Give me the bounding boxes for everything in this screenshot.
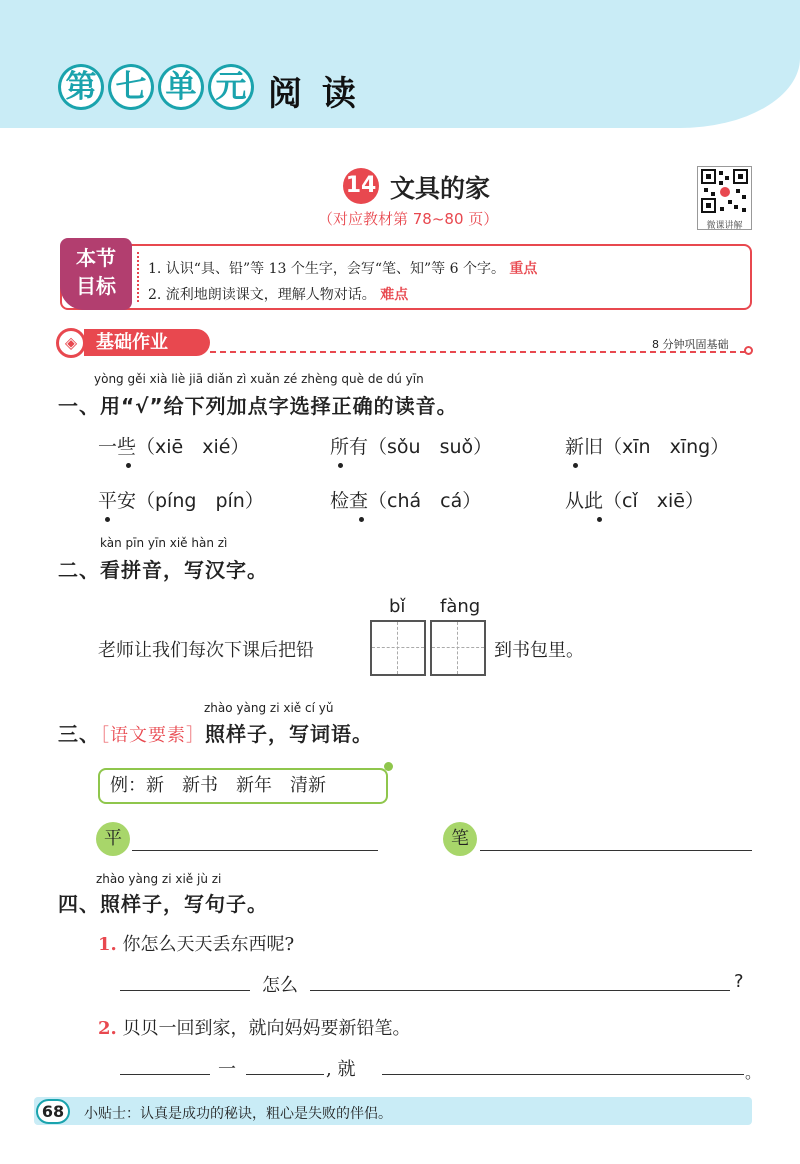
- question-title: 二、看拼音，写汉字。: [58, 558, 268, 582]
- unit-char: 元: [208, 64, 254, 110]
- question-pinyin: zhào yàng zi xiě cí yǔ: [204, 701, 334, 715]
- cube-icon: ◈: [56, 328, 86, 358]
- answer-line[interactable]: [132, 850, 378, 851]
- unit-char: 第: [58, 64, 104, 110]
- goal-mark: 重点: [509, 261, 538, 277]
- sentence-item: 1. 你怎么天天丢东西呢?: [98, 934, 295, 955]
- sentence-part: 到书包里。: [494, 640, 584, 661]
- sentence-part: 老师让我们每次下课后把铅: [98, 640, 314, 661]
- answer-line[interactable]: [480, 850, 752, 851]
- reading-choice[interactable]: 从此（cǐ xiē）: [565, 490, 704, 512]
- question-title: 一、用“√”给下列加点字选择正确的读音。: [58, 394, 458, 418]
- example-box: 例：新 新书 新年 清新: [98, 768, 388, 804]
- question-pinyin: zhào yàng zi xiě jù zi: [96, 872, 222, 886]
- question-pinyin: kàn pīn yīn xiě hàn zì: [100, 536, 228, 550]
- question-title: 三、［语文要素］照样子，写词语。: [58, 722, 373, 746]
- section-note: 8 分钟巩固基础: [652, 338, 729, 351]
- pattern-word: 怎么: [262, 975, 298, 996]
- answer-line[interactable]: [246, 1074, 324, 1075]
- page-number: 68: [36, 1099, 70, 1124]
- unit-subject: 阅 读: [268, 74, 360, 114]
- question-title: 四、照样子，写句子。: [58, 892, 268, 916]
- emphasis-dot: [359, 517, 364, 522]
- goals-tag-line: 目标: [76, 274, 116, 298]
- emphasis-dot: [597, 517, 602, 522]
- goal-item: 2. 流利地朗读课文，理解人物对话。 难点: [148, 287, 409, 303]
- writing-cell[interactable]: [430, 620, 486, 676]
- answer-pinyin: fàng: [440, 596, 481, 617]
- answer-line[interactable]: [382, 1074, 744, 1075]
- unit-banner: [0, 0, 800, 128]
- pattern-word: , 就: [326, 1059, 356, 1080]
- reading-choice[interactable]: 平安（píng pín）: [98, 490, 264, 512]
- sentence-item: 2. 贝贝一回到家，就向妈妈要新铅笔。: [98, 1018, 411, 1039]
- answer-pinyin: bǐ: [389, 596, 406, 617]
- goals-divider: [137, 252, 139, 302]
- lesson-number: 14: [343, 168, 379, 204]
- goal-item: 1. 认识“具、铅”等 13 个生字，会写“笔、知”等 6 个字。 重点: [148, 261, 538, 277]
- language-element-tag: ［语文要素］: [100, 725, 205, 746]
- word-char: 平: [96, 822, 130, 856]
- answer-line[interactable]: [120, 1074, 210, 1075]
- section-title: 基础作业: [84, 329, 210, 356]
- unit-char: 七: [108, 64, 154, 110]
- qr-label: 微课讲解: [706, 221, 743, 231]
- emphasis-dot: [573, 463, 578, 468]
- goals-tag: [60, 238, 132, 310]
- reading-choice[interactable]: 检查（chá cá）: [330, 490, 482, 512]
- reading-choice[interactable]: 新旧（xīn xīng）: [565, 436, 730, 458]
- goals-tag-line: 本节: [76, 246, 116, 270]
- footer-tip: 小贴士：认真是成功的秘诀，粗心是失败的伴侣。: [84, 1106, 392, 1122]
- decor-dot: [384, 762, 393, 771]
- emphasis-dot: [338, 463, 343, 468]
- textbook-reference: （对应教材第 78~80 页）: [318, 210, 499, 228]
- question-pinyin: yòng gěi xià liè jiā diǎn zì xuǎn zé zhèng què de dú yīn: [94, 372, 424, 386]
- word-char: 笔: [443, 822, 477, 856]
- goal-mark: 难点: [380, 287, 409, 303]
- unit-char: 单: [158, 64, 204, 110]
- emphasis-dot: [126, 463, 131, 468]
- pattern-word: 一: [218, 1059, 236, 1080]
- reading-choice[interactable]: 所有（sǒu suǒ）: [330, 436, 493, 458]
- writing-cell[interactable]: [370, 620, 426, 676]
- section-end-dot: [744, 346, 753, 355]
- answer-line[interactable]: [310, 990, 730, 991]
- answer-line[interactable]: [120, 990, 250, 991]
- emphasis-dot: [105, 517, 110, 522]
- pattern-word: ?: [734, 971, 744, 992]
- lesson-title: 文具的家: [390, 174, 491, 203]
- reading-choice[interactable]: 一些（xiē xié）: [98, 436, 250, 458]
- pattern-word: 。: [745, 1063, 762, 1082]
